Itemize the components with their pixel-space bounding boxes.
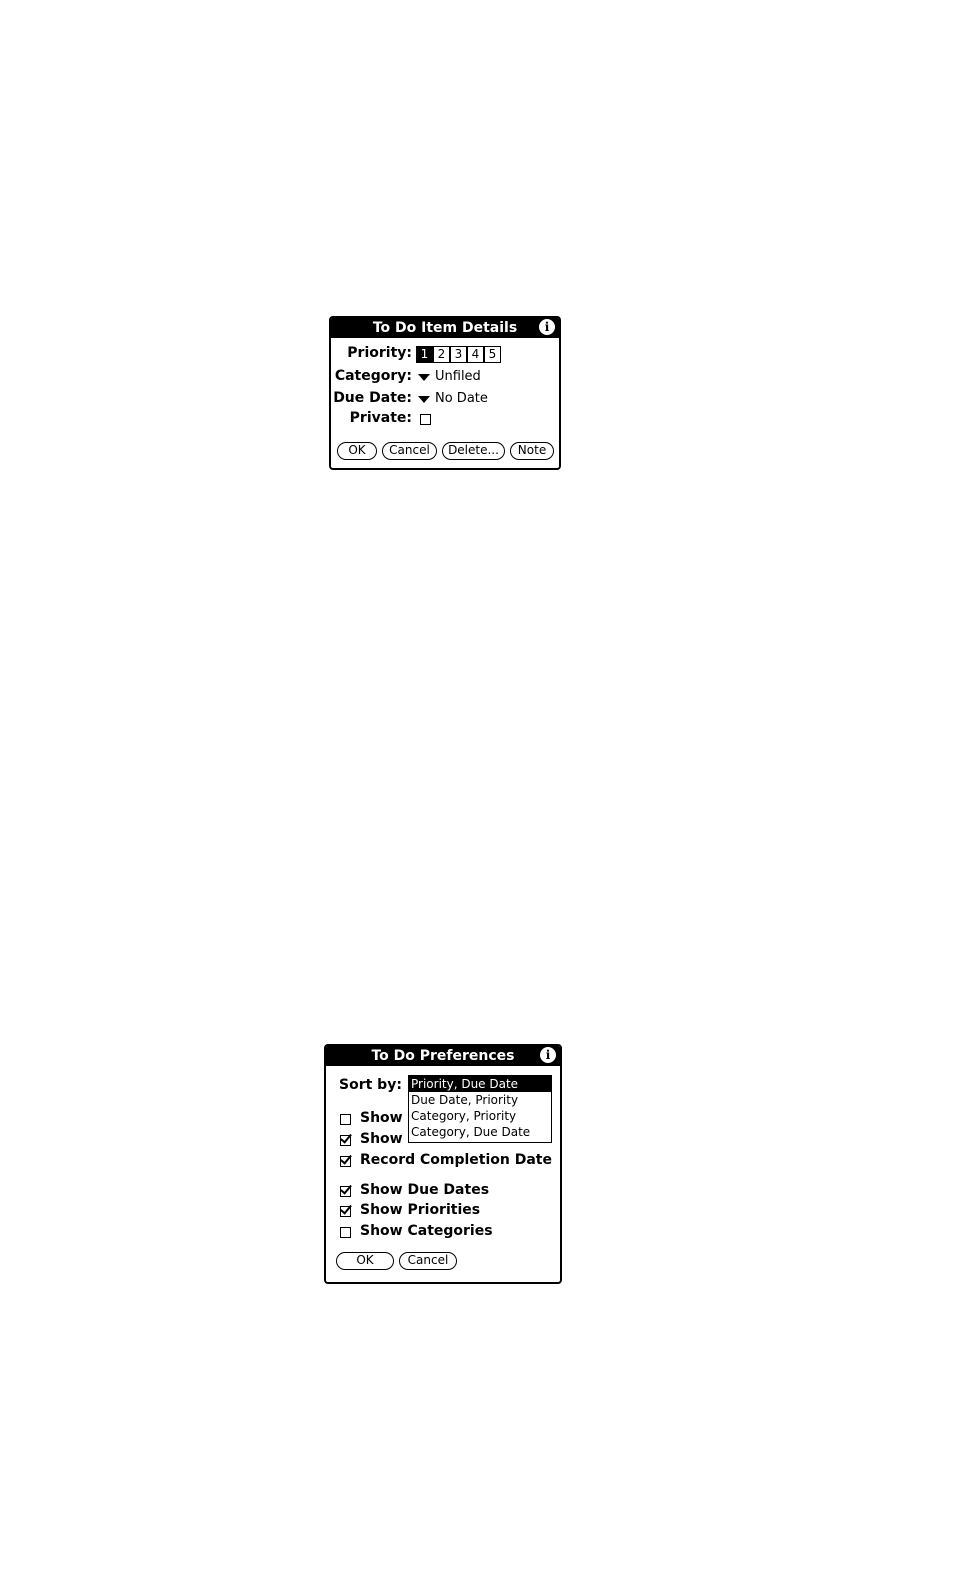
sort-by-list [408, 1075, 552, 1143]
info-icon[interactable]: i [539, 319, 555, 335]
show-priorities-label: Show Priorities [360, 1202, 481, 1218]
record-completion-date-label: Record Completion Date [360, 1152, 552, 1168]
show-priorities-checkbox[interactable] [340, 1206, 351, 1217]
details-title: To Do Item Details [372, 320, 518, 336]
delete-button[interactable]: Delete... [442, 442, 505, 460]
show-due-dates-label: Show Due Dates [360, 1182, 490, 1198]
priority-selector [416, 346, 506, 363]
sort-option-category-due-date[interactable]: Category, Due Date [411, 1125, 531, 1139]
category-value: Unfiled [435, 369, 481, 384]
show-completed-label: Show [360, 1110, 403, 1126]
ok-button[interactable]: OK [336, 1252, 394, 1270]
priority-2-button[interactable]: 2 [433, 346, 450, 363]
due-date-dropdown-arrow-icon [418, 396, 430, 403]
category-dropdown[interactable] [418, 369, 518, 385]
private-checkbox[interactable] [420, 414, 431, 425]
category-dropdown-arrow-icon [418, 374, 430, 381]
sort-by-label: Sort by: [339, 1077, 402, 1093]
sort-option-due-date-priority[interactable]: Due Date, Priority [411, 1093, 519, 1107]
category-label: Category: [334, 368, 412, 384]
due-date-dropdown[interactable] [418, 391, 518, 407]
show-completed-checkbox[interactable] [340, 1114, 351, 1125]
show-categories-checkbox[interactable] [340, 1227, 351, 1238]
due-date-label: Due Date: [333, 390, 412, 406]
note-button[interactable]: Note [510, 442, 554, 460]
info-icon[interactable]: i [540, 1047, 556, 1063]
priority-4-button[interactable]: 4 [467, 346, 484, 363]
priority-5-button[interactable]: 5 [484, 346, 501, 363]
private-label: Private: [349, 410, 412, 426]
prefs-title: To Do Preferences [371, 1048, 515, 1064]
record-completion-date-checkbox[interactable] [340, 1156, 351, 1167]
show-due-dates-checkbox[interactable] [340, 1186, 351, 1197]
priority-label: Priority: [347, 345, 412, 361]
show-only-due-label: Show [360, 1131, 403, 1147]
sort-option-priority-due-date[interactable]: Priority, Due Date [409, 1076, 551, 1092]
todo-preferences-dialog [324, 1044, 562, 1284]
show-categories-label: Show Categories [360, 1223, 493, 1239]
priority-1-button[interactable]: 1 [416, 346, 433, 363]
cancel-button[interactable]: Cancel [399, 1252, 457, 1270]
priority-3-button[interactable]: 3 [450, 346, 467, 363]
due-date-value: No Date [435, 391, 488, 406]
show-only-due-checkbox[interactable] [340, 1135, 351, 1146]
cancel-button[interactable]: Cancel [382, 442, 437, 460]
todo-item-details-dialog [329, 316, 561, 470]
prefs-title-bar [326, 1046, 560, 1066]
details-title-bar [331, 318, 559, 338]
sort-option-category-priority[interactable]: Category, Priority [411, 1109, 517, 1123]
ok-button[interactable]: OK [337, 442, 377, 460]
